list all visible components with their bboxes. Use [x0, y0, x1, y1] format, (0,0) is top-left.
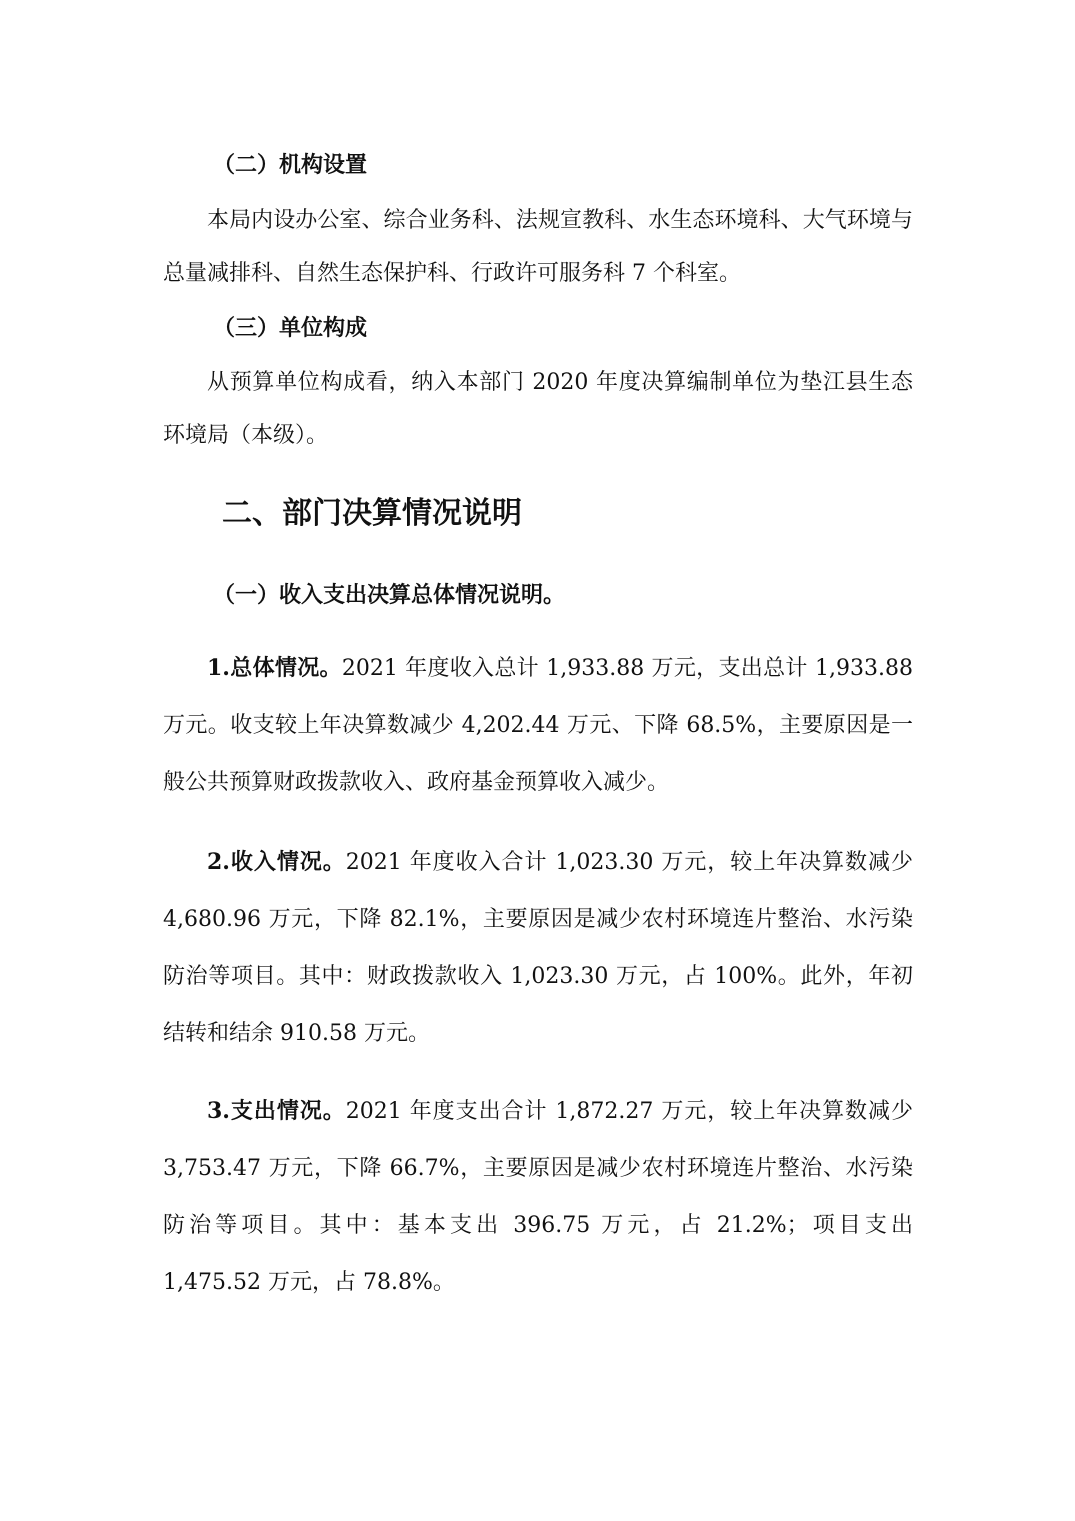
expense-body: 2021 年度支出合计 1,872.27 万元，较上年决算数减少 3,753.47 万元，下降 66.7%，主要原因是减少农村环境连片整治、水污染防治等项目。其中：基本支出 396.75 万元，占 21.2%；项目支出 1,475.52 万元，占 78.8%。: [163, 1099, 913, 1295]
unit-composition-paragraph: 从预算单位构成看，纳入本部门 2020 年度决算编制单位为垫江县生态环境局（本级）。: [163, 370, 913, 448]
income-paragraph: [163, 834, 913, 1062]
expense-paragraph: [163, 1083, 913, 1311]
chapter-title: 二、部门决算情况说明: [222, 496, 522, 531]
income-lead: 2.收入情况。: [207, 849, 346, 875]
expense-lead: 3.支出情况。: [207, 1098, 346, 1124]
overall-body: 2021 年度收入总计 1,933.88 万元，支出总计 1,933.88 万元。收支较上年决算数减少 4,202.44 万元、下降 68.5%，主要原因是一般公共预算财政拨款收入、政府基金预算收入减少。: [163, 656, 913, 795]
income-body: 2021 年度收入合计 1,023.30 万元，较上年决算数减少 4,680.96 万元，下降 82.1%，主要原因是减少农村环境连片整治、水污染防治等项目。其中：财政拨款收入 1,023.30 万元，占 100%。此外，年初结转和结余 910.58 万元。: [163, 850, 913, 1046]
overall-lead: 1.总体情况。: [207, 655, 342, 681]
org-setup-heading: （二）机构设置: [213, 152, 368, 178]
overall-paragraph: [163, 640, 913, 811]
unit-composition-heading: （三）单位构成: [213, 315, 368, 341]
overview-heading: （一）收入支出决算总体情况说明。: [213, 582, 566, 608]
org-setup-paragraph: 本局内设办公室、综合业务科、法规宣教科、水生态环境科、大气环境与总量减排科、自然生态保护科、行政许可服务科 7 个科室。: [163, 208, 913, 286]
